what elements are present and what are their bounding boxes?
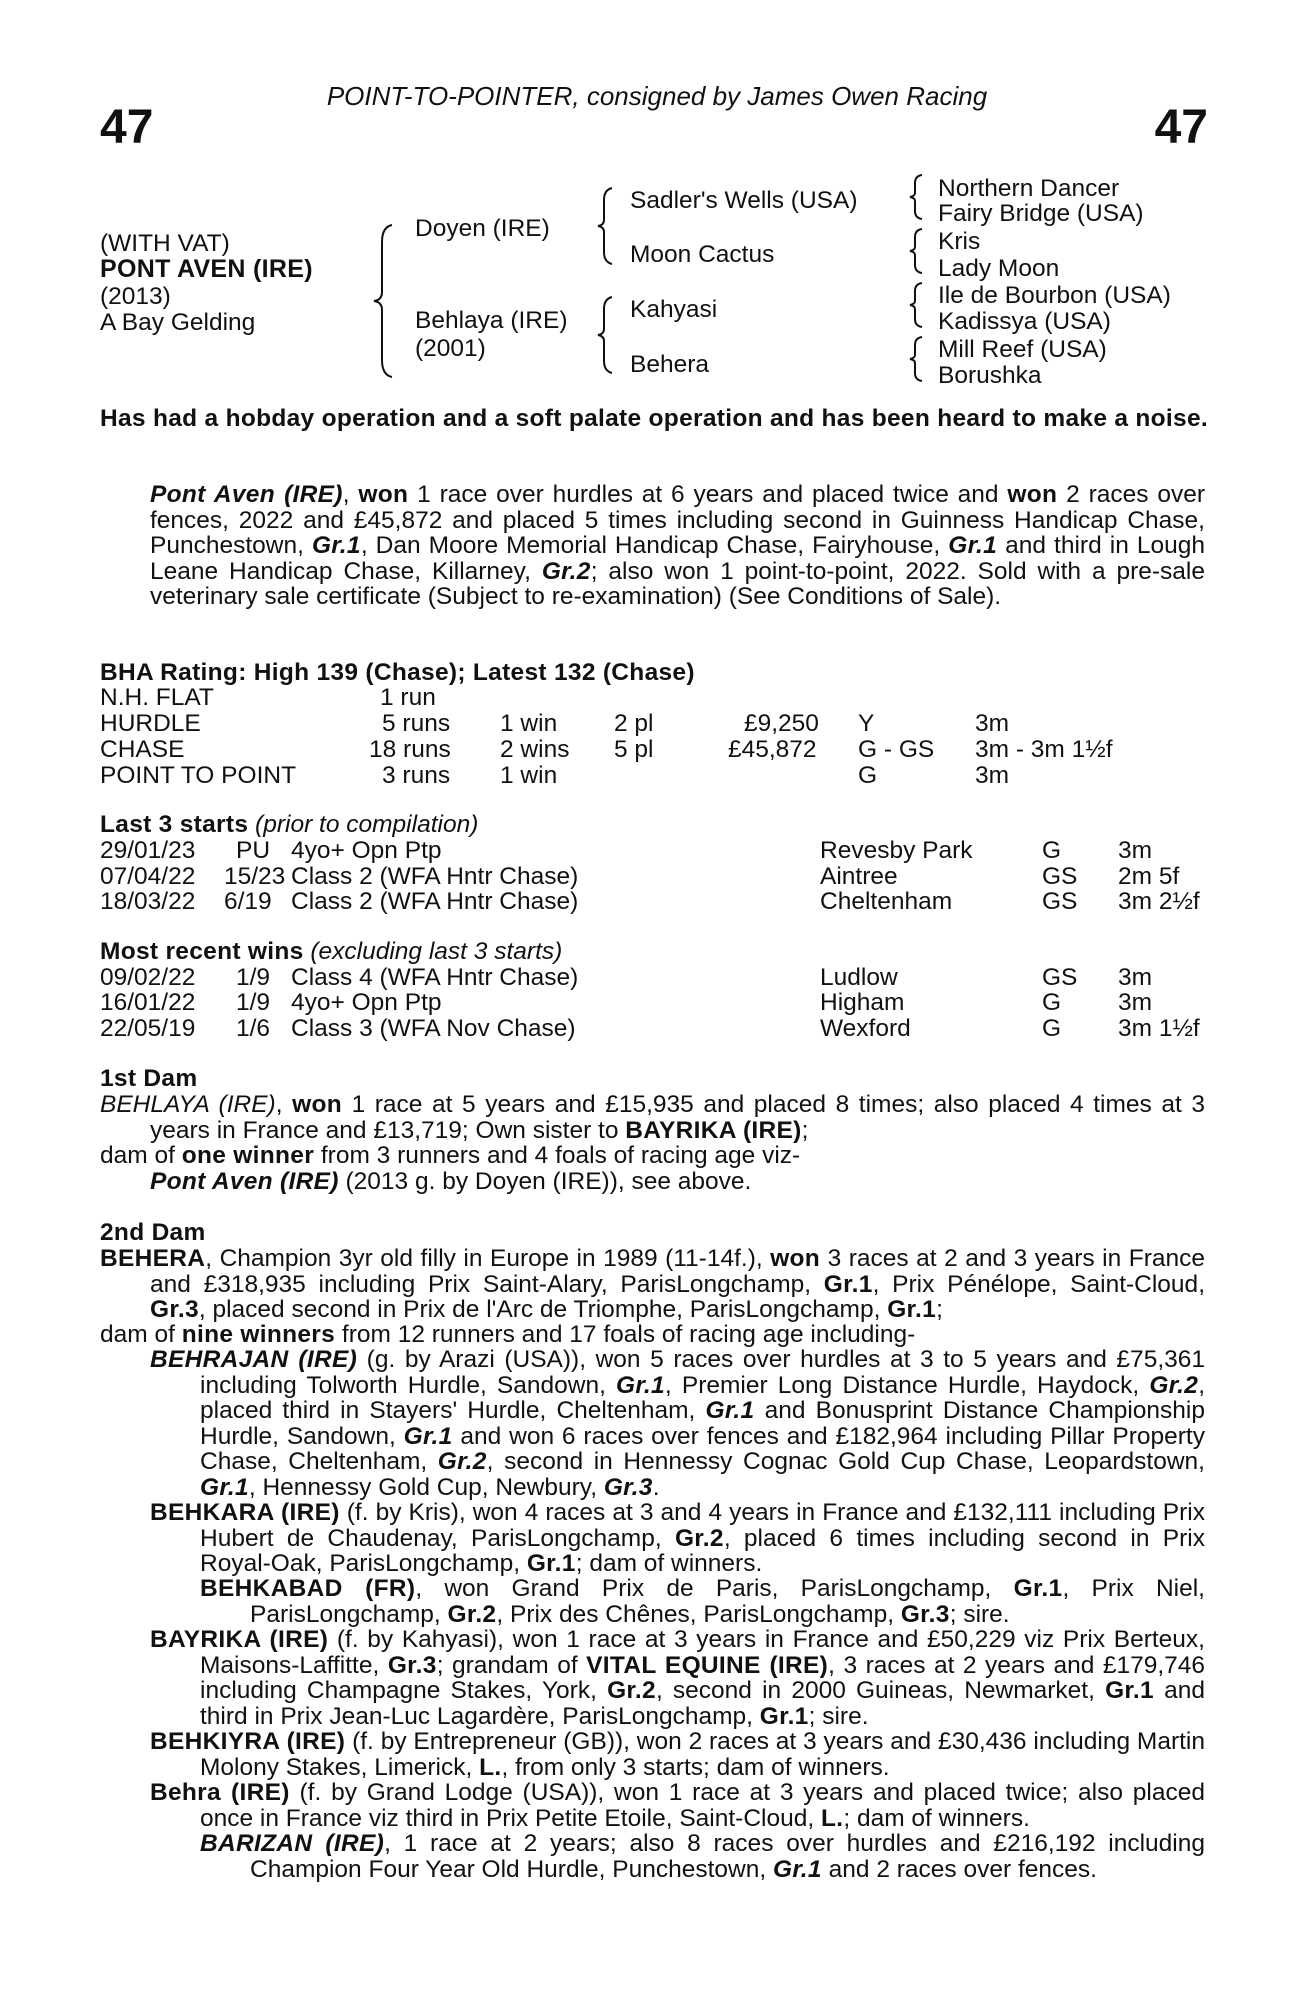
- ancestor-3: Kris: [938, 228, 981, 255]
- sire-name: Doyen (IRE): [415, 215, 550, 242]
- ancestor-6: Kadissya (USA): [938, 308, 1111, 335]
- granddam-1: Moon Cactus: [630, 241, 775, 268]
- pedigree-brace-g2: [908, 227, 926, 275]
- pedigree-brace-sire: [596, 186, 618, 266]
- produce-behkara: BEHKARA (IRE) (f. by Kris), won 4 races at 3 and 4 years in France and £132,111 including Prix Hubert de Chaudenay, ParisLongchamp, Gr.2, placed 6 times including second in Prix Royal-Oak, ParisLongchamp, Gr.1; dam of winners.: [150, 1499, 1205, 1577]
- produce-barizan: BARIZAN (IRE), 1 race at 2 years; also 8 races over hurdles and £216,192 including Champion Four Year Old Hurdle, Punchestown, Gr.1 and 2 races over fences.: [200, 1830, 1205, 1883]
- produce-behra: Behra (IRE) (f. by Grand Lodge (USA)), won 1 race at 3 years and placed twice; also placed once in France viz third in Prix Petite Etoile, Saint-Cloud, L.; dam of winners.: [150, 1779, 1205, 1832]
- horse-year: (2013): [100, 283, 171, 310]
- ancestor-7: Mill Reef (USA): [938, 336, 1107, 363]
- grandsire-2: Kahyasi: [630, 296, 718, 323]
- ancestor-2: Fairy Bridge (USA): [938, 200, 1144, 227]
- first-dam-text: BEHLAYA (IRE), won 1 race at 5 years and £15,935 and placed 8 times; also placed 4 times at 3 years in France and £13,719; Own sister to BAYRIKA (IRE);: [100, 1091, 1205, 1144]
- vat-label: (WITH VAT): [100, 230, 230, 257]
- grandsire-1: Sadler's Wells (USA): [630, 187, 858, 214]
- dam-year: (2001): [415, 335, 486, 362]
- pedigree-brace-g3: [908, 281, 926, 329]
- second-dam-produce-line: dam of nine winners from 12 runners and 17 foals of racing age including-: [100, 1321, 916, 1348]
- ancestor-4: Lady Moon: [938, 255, 1060, 282]
- pedigree-brace-dam: [596, 295, 618, 375]
- pedigree-brace-main: [370, 222, 400, 380]
- bha-rating-title: BHA Rating: High 139 (Chase); Latest 132 (Chase): [100, 659, 695, 686]
- dam-name: Behlaya (IRE): [415, 307, 568, 334]
- lot-number-right: 47: [1154, 101, 1208, 154]
- horse-name: PONT AVEN (IRE): [100, 255, 313, 283]
- produce-behkabad: BEHKABAD (FR), won Grand Prix de Paris, ParisLongchamp, Gr.1, Prix Niel, ParisLongchamp, Gr.2, Prix des Chênes, ParisLongchamp, Gr.3; sire.: [200, 1575, 1205, 1628]
- produce-behkiyra: BEHKIYRA (IRE) (f. by Entrepreneur (GB)), won 2 races at 3 years and £30,436 including Martin Molony Stakes, Limerick, L., from only 3 starts; dam of winners.: [150, 1728, 1205, 1781]
- horse-description: A Bay Gelding: [100, 309, 256, 336]
- first-dam-foal: Pont Aven (IRE) (2013 g. by Doyen (IRE)), see above.: [150, 1168, 752, 1195]
- ancestor-1: Northern Dancer: [938, 175, 1120, 202]
- pedigree-brace-g1: [908, 173, 926, 221]
- second-dam-text: BEHERA, Champion 3yr old filly in Europe in 1989 (11-14f.), won 3 races at 2 and 3 years in France and £318,935 including Prix Saint-Alary, ParisLongchamp, Gr.1, Prix Pénélope, Saint-Cloud, Gr.3, placed second in Prix de l'Arc de Triomphe, ParisLongchamp, Gr.1;: [100, 1245, 1205, 1323]
- most-recent-wins-title: Most recent wins (excluding last 3 starts): [100, 938, 563, 965]
- pedigree-brace-g4: [908, 335, 926, 383]
- page-header: POINT-TO-POINTER, consigned by James Owen Racing: [326, 81, 988, 111]
- produce-bayrika: BAYRIKA (IRE) (f. by Kahyasi), won 1 race at 3 years in France and £50,229 viz Prix Berteux, Maisons-Laffitte, Gr.3; grandam of VITAL EQUINE (IRE), 3 races at 2 years and £179,746 including Champagne Stakes, York, Gr.2, second in 2000 Guineas, Newmarket, Gr.1 and third in Prix Jean-Luc Lagardère, ParisLongchamp, Gr.1; sire.: [150, 1626, 1206, 1730]
- summary-horse-name: Pont Aven (IRE): [150, 481, 343, 508]
- produce-behrajan: BEHRAJAN (IRE) (g. by Arazi (USA)), won 5 races over hurdles at 3 to 5 years and £75,361 including Tolworth Hurdle, Sandown, Gr.1, Premier Long Distance Hurdle, Haydock, Gr.2, placed third in Stayers' Hurdle, Cheltenham, Gr.1 and Bonusprint Distance Championship Hurdle, Sandown, Gr.1 and won 6 races over fences and £182,964 including Pillar Property Chase, Cheltenham, Gr.2, second in Hennessy Cognac Gold Cup Chase, Leopardstown, Gr.1, Hennessy Gold Cup, Newbury, Gr.3.: [150, 1346, 1206, 1501]
- lot-number-left: 47: [100, 101, 154, 154]
- granddam-2: Behera: [630, 351, 710, 378]
- second-dam-title: 2nd Dam: [100, 1219, 206, 1246]
- first-dam-produce-line: dam of one winner from 3 runners and 4 foals of racing age viz-: [100, 1142, 801, 1169]
- medical-notice: Has had a hobday operation and a soft palate operation and has been heard to make a noise.: [100, 405, 1208, 432]
- ancestor-8: Borushka: [938, 362, 1042, 389]
- ancestor-5: Ile de Bourbon (USA): [938, 282, 1171, 309]
- race-summary: Pont Aven (IRE), won 1 race over hurdles at 6 years and placed twice and won 2 races over fences, 2022 and £45,872 and placed 5 times including second in Guinness Handicap Chase, Punchestown, Gr.1, Dan Moore Memorial Handicap Chase, Fairyhouse, Gr.1 and third in Lough Leane Handicap Chase, Killarney, Gr.2; also won 1 point-to-point, 2022. Sold with a pre-sale veterinary sale certificate (Subject to re-examination) (See Conditions of Sale).: [150, 481, 1205, 610]
- last-3-starts-title: Last 3 starts (prior to compilation): [100, 811, 479, 838]
- first-dam-title: 1st Dam: [100, 1065, 198, 1092]
